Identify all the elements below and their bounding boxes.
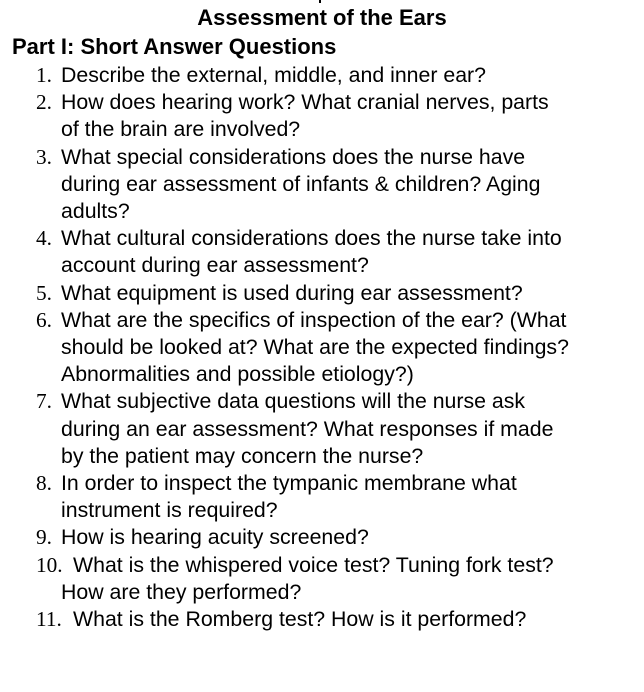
question-number: 9. [36,525,52,550]
page-title: Assessment of the Ears [197,5,447,30]
question-text [61,307,644,389]
question-number: 11. [36,607,62,632]
question-number: 10. [36,552,63,577]
question-text [61,470,644,524]
question-line: How does hearing work? What cranial nerves, parts [61,90,549,115]
question-item [0,225,644,279]
question-line: should be looked at? What are the expected findings? [61,335,569,360]
question-line: account during ear assessment? [61,253,369,278]
section-heading: Part I: Short Answer Questions [12,34,337,59]
question-text [61,388,644,470]
question-item [0,388,644,470]
question-number: 3. [36,144,52,169]
question-line: during ear assessment of infants & children? Aging [61,171,541,196]
question-text [61,280,644,307]
question-text [61,225,644,279]
question-line: What is the Romberg test? How is it performed? [73,607,527,632]
question-number: 2. [36,90,52,115]
question-number: 6. [36,307,52,332]
question-item [0,524,644,551]
question-number: 4. [36,226,52,251]
question-line: adults? [61,199,130,224]
question-number: 7. [36,389,52,414]
question-line: by the patient may concern the nurse? [61,443,424,468]
question-text [61,606,644,633]
question-item [0,89,644,143]
question-text [61,552,644,606]
question-text [61,89,644,143]
question-line: In order to inspect the tympanic membrane what [61,471,517,496]
question-item [0,307,644,389]
question-number: 1. [36,63,52,87]
top-cut-mark [319,0,321,3]
question-text [61,144,644,226]
question-number: 5. [36,280,52,305]
question-number: 8. [36,471,52,496]
question-item [0,552,644,606]
question-item [0,280,644,307]
question-line: What equipment is used during ear assessment? [61,280,523,305]
question-line: of the brain are involved? [61,117,301,142]
question-line: What is the whispered voice test? Tuning fork test? [73,552,554,577]
question-item [0,144,644,226]
question-line: during an ear assessment? What responses if made [61,416,554,441]
question-text [61,62,644,89]
question-line: How is hearing acuity screened? [61,525,369,550]
question-line: instrument is required? [61,498,278,523]
question-line: Abnormalities and possible etiology?) [61,362,414,387]
question-line: What are the specifics of inspection of the ear? (What [61,307,567,332]
question-item [0,606,644,633]
question-line: What subjective data questions will the nurse ask [61,389,526,414]
question-text [61,524,644,551]
question-item [0,62,644,89]
question-line: How are they performed? [61,579,302,604]
question-list [0,62,644,633]
question-line: What cultural considerations does the nurse take into [61,226,562,251]
question-line: Describe the external, middle, and inner ear? [61,63,486,87]
question-line: What special considerations does the nurse have [61,144,526,169]
question-item [0,470,644,524]
